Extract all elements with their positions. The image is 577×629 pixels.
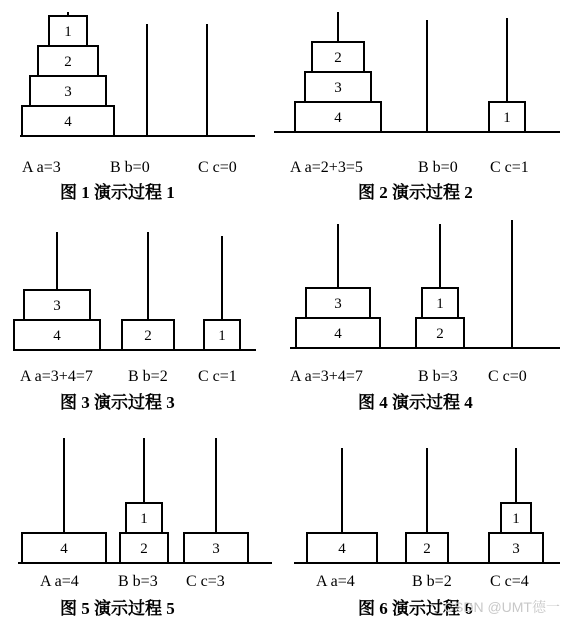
disk-label: 2 [423, 541, 431, 557]
disk-label: 1 [503, 110, 511, 126]
panel-3 [14, 232, 256, 412]
disk-label: 4 [53, 328, 61, 344]
watermark: CSDN @UMT德一 [443, 599, 560, 615]
disk-label: 2 [436, 326, 444, 342]
disk-label: 4 [64, 114, 72, 130]
panel-caption: 图 6 演示过程 6 [358, 599, 473, 618]
disk-label: 2 [334, 50, 342, 66]
peg-label: C c=1 [490, 159, 529, 176]
disk-label: 1 [436, 296, 444, 312]
disk-label: 1 [512, 511, 520, 527]
disk-label: 3 [512, 541, 520, 557]
panel-5 [18, 438, 272, 618]
peg-label: C c=1 [198, 368, 237, 385]
disk-label: 4 [334, 110, 342, 126]
disk-label: 3 [334, 296, 342, 312]
peg-label: B b=2 [128, 368, 168, 385]
disk-label: 3 [64, 84, 72, 100]
disk-label: 1 [64, 24, 72, 40]
disk-label: 3 [53, 298, 61, 314]
panel-caption: 图 3 演示过程 3 [60, 393, 175, 412]
peg-label: C c=0 [198, 159, 237, 176]
disk-label: 4 [338, 541, 346, 557]
peg-label: B b=0 [418, 159, 458, 176]
disk-label: 2 [140, 541, 148, 557]
peg-label: C c=3 [186, 573, 225, 590]
panels-layer [14, 12, 560, 618]
disk-label: 1 [218, 328, 226, 344]
peg-label: A a=4 [40, 573, 79, 590]
peg-label: B b=3 [118, 573, 158, 590]
disk-label: 4 [334, 326, 342, 342]
disk-label: 2 [64, 54, 72, 70]
peg-label: B b=2 [412, 573, 452, 590]
disk-label: 2 [144, 328, 152, 344]
peg-label: B b=0 [110, 159, 150, 176]
peg-label: B b=3 [418, 368, 458, 385]
peg-label: A a=3+4=7 [290, 368, 363, 385]
peg-label: A a=2+3=5 [290, 159, 363, 176]
disk-label: 1 [140, 511, 148, 527]
panel-1 [20, 12, 255, 202]
panel-2 [274, 12, 560, 202]
disk-label: 3 [212, 541, 220, 557]
panel-caption: 图 4 演示过程 4 [358, 393, 473, 412]
panel-4 [290, 220, 560, 412]
panel-caption: 图 1 演示过程 1 [60, 183, 175, 202]
panel-6 [294, 448, 560, 618]
peg-label: C c=4 [490, 573, 529, 590]
disk-label: 4 [60, 541, 68, 557]
peg-label: A a=4 [316, 573, 355, 590]
panel-caption: 图 5 演示过程 5 [60, 599, 175, 618]
peg-label: C c=0 [488, 368, 527, 385]
disk-label: 3 [334, 80, 342, 96]
peg-label: A a=3 [22, 159, 61, 176]
panel-caption: 图 2 演示过程 2 [358, 183, 473, 202]
peg-label: A a=3+4=7 [20, 368, 93, 385]
